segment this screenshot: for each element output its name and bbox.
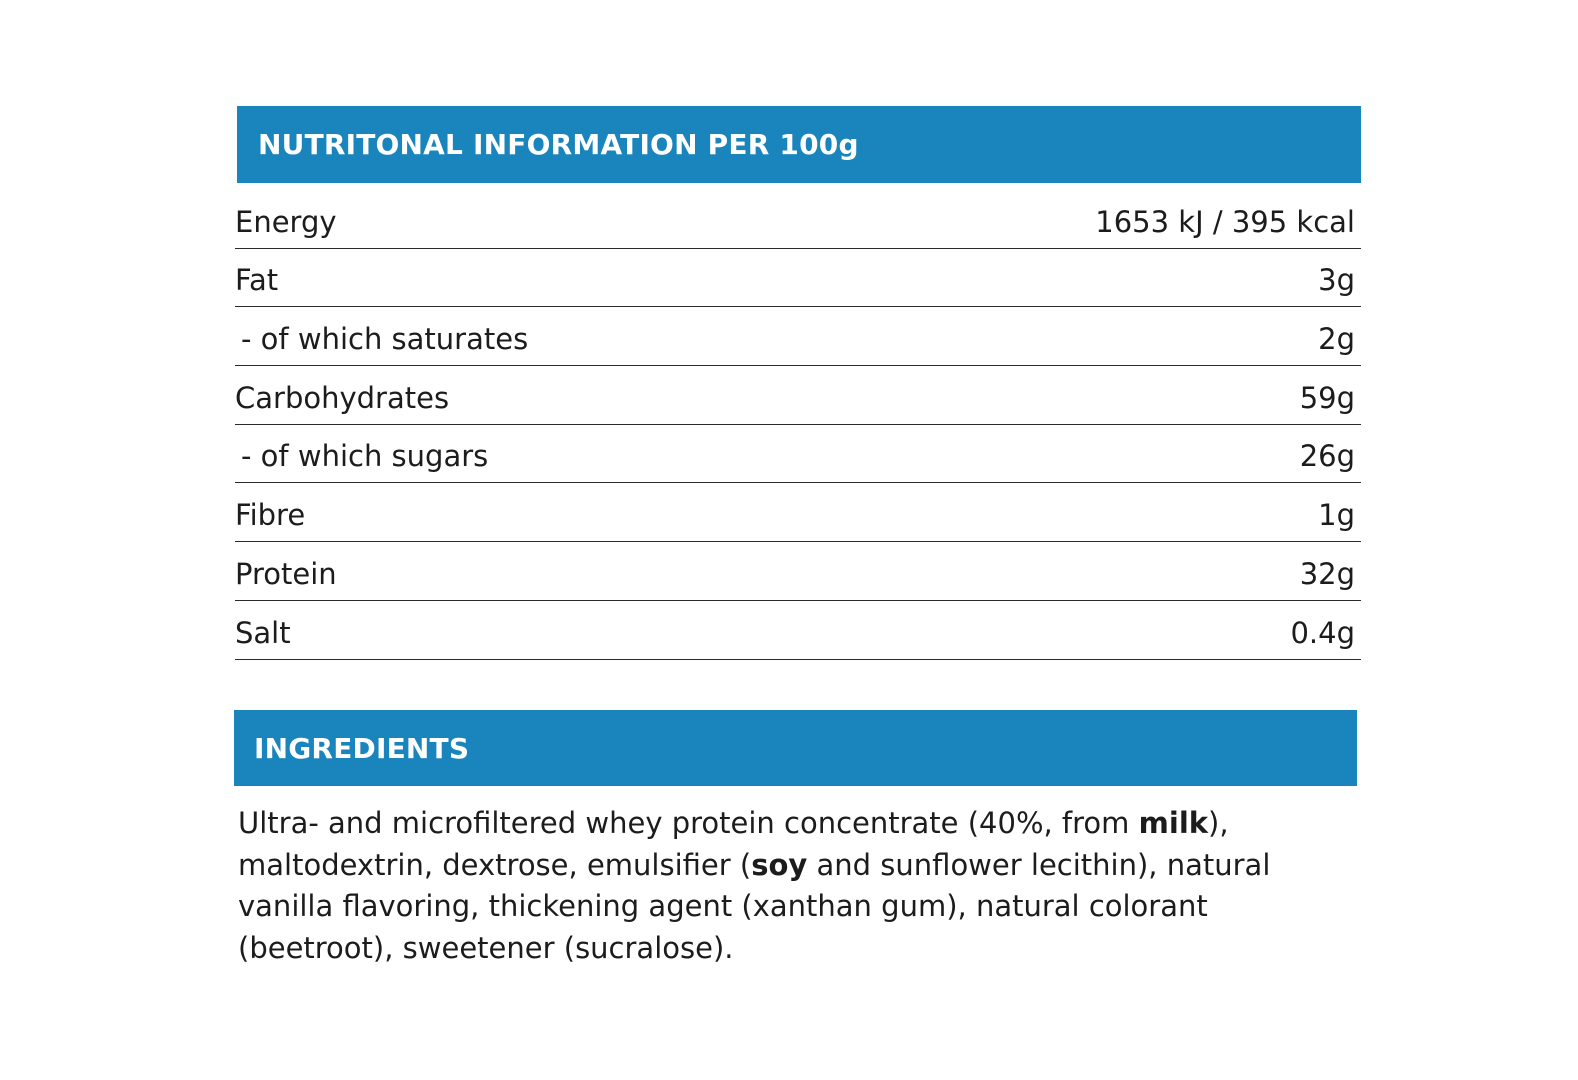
nutrient-name: Fat xyxy=(235,263,279,298)
ingredients-header xyxy=(234,710,1357,786)
nutrition-row-saturates xyxy=(235,307,1361,366)
ingredients-text-part: Ultra- and microfiltered whey protein concentrate (40%, from xyxy=(238,806,1139,840)
nutrient-value: 1653 kJ / 395 kcal xyxy=(1095,204,1355,239)
nutrient-value: 1g xyxy=(1318,498,1355,533)
nutrition-title: NUTRITONAL INFORMATION PER 100g xyxy=(258,128,859,161)
nutrient-value: 2g xyxy=(1318,322,1355,357)
nutrition-row-energy xyxy=(235,190,1361,249)
nutrient-value: 3g xyxy=(1318,263,1355,298)
nutrient-name: Energy xyxy=(235,204,337,239)
ingredients-text xyxy=(238,803,1328,969)
nutrition-row-carbohydrates xyxy=(235,366,1361,425)
nutrient-value: 26g xyxy=(1299,439,1355,474)
nutrition-row-fibre xyxy=(235,483,1361,542)
nutrition-header xyxy=(237,106,1361,183)
nutrient-name: Protein xyxy=(235,556,337,591)
nutrition-row-salt xyxy=(235,601,1361,660)
nutrition-row-sugars xyxy=(235,425,1361,484)
nutrition-row-fat xyxy=(235,249,1361,308)
nutrition-table xyxy=(235,190,1361,660)
nutrient-name: - of which saturates xyxy=(241,322,529,357)
ingredients-text-part: ), maltodextrin, dextrose, emulsifier ( xyxy=(238,806,1229,882)
nutrition-row-protein xyxy=(235,542,1361,601)
ingredients-text-part: and sunflower lecithin), natural vanilla flavoring, thickening agent (xanthan gum), natural colorant (beetroot), sweetener (sucralose). xyxy=(238,847,1271,965)
allergen-soy: soy xyxy=(751,847,808,882)
nutrient-name: - of which sugars xyxy=(241,439,489,474)
nutrient-name: Fibre xyxy=(235,498,306,533)
nutrient-name: Salt xyxy=(235,615,291,650)
allergen-milk: milk xyxy=(1138,806,1209,840)
nutrient-name: Carbohydrates xyxy=(235,380,450,415)
nutrient-value: 32g xyxy=(1299,556,1355,591)
ingredients-title: INGREDIENTS xyxy=(254,731,470,765)
nutrient-value: 59g xyxy=(1299,380,1355,415)
nutrient-value: 0.4g xyxy=(1290,615,1355,650)
